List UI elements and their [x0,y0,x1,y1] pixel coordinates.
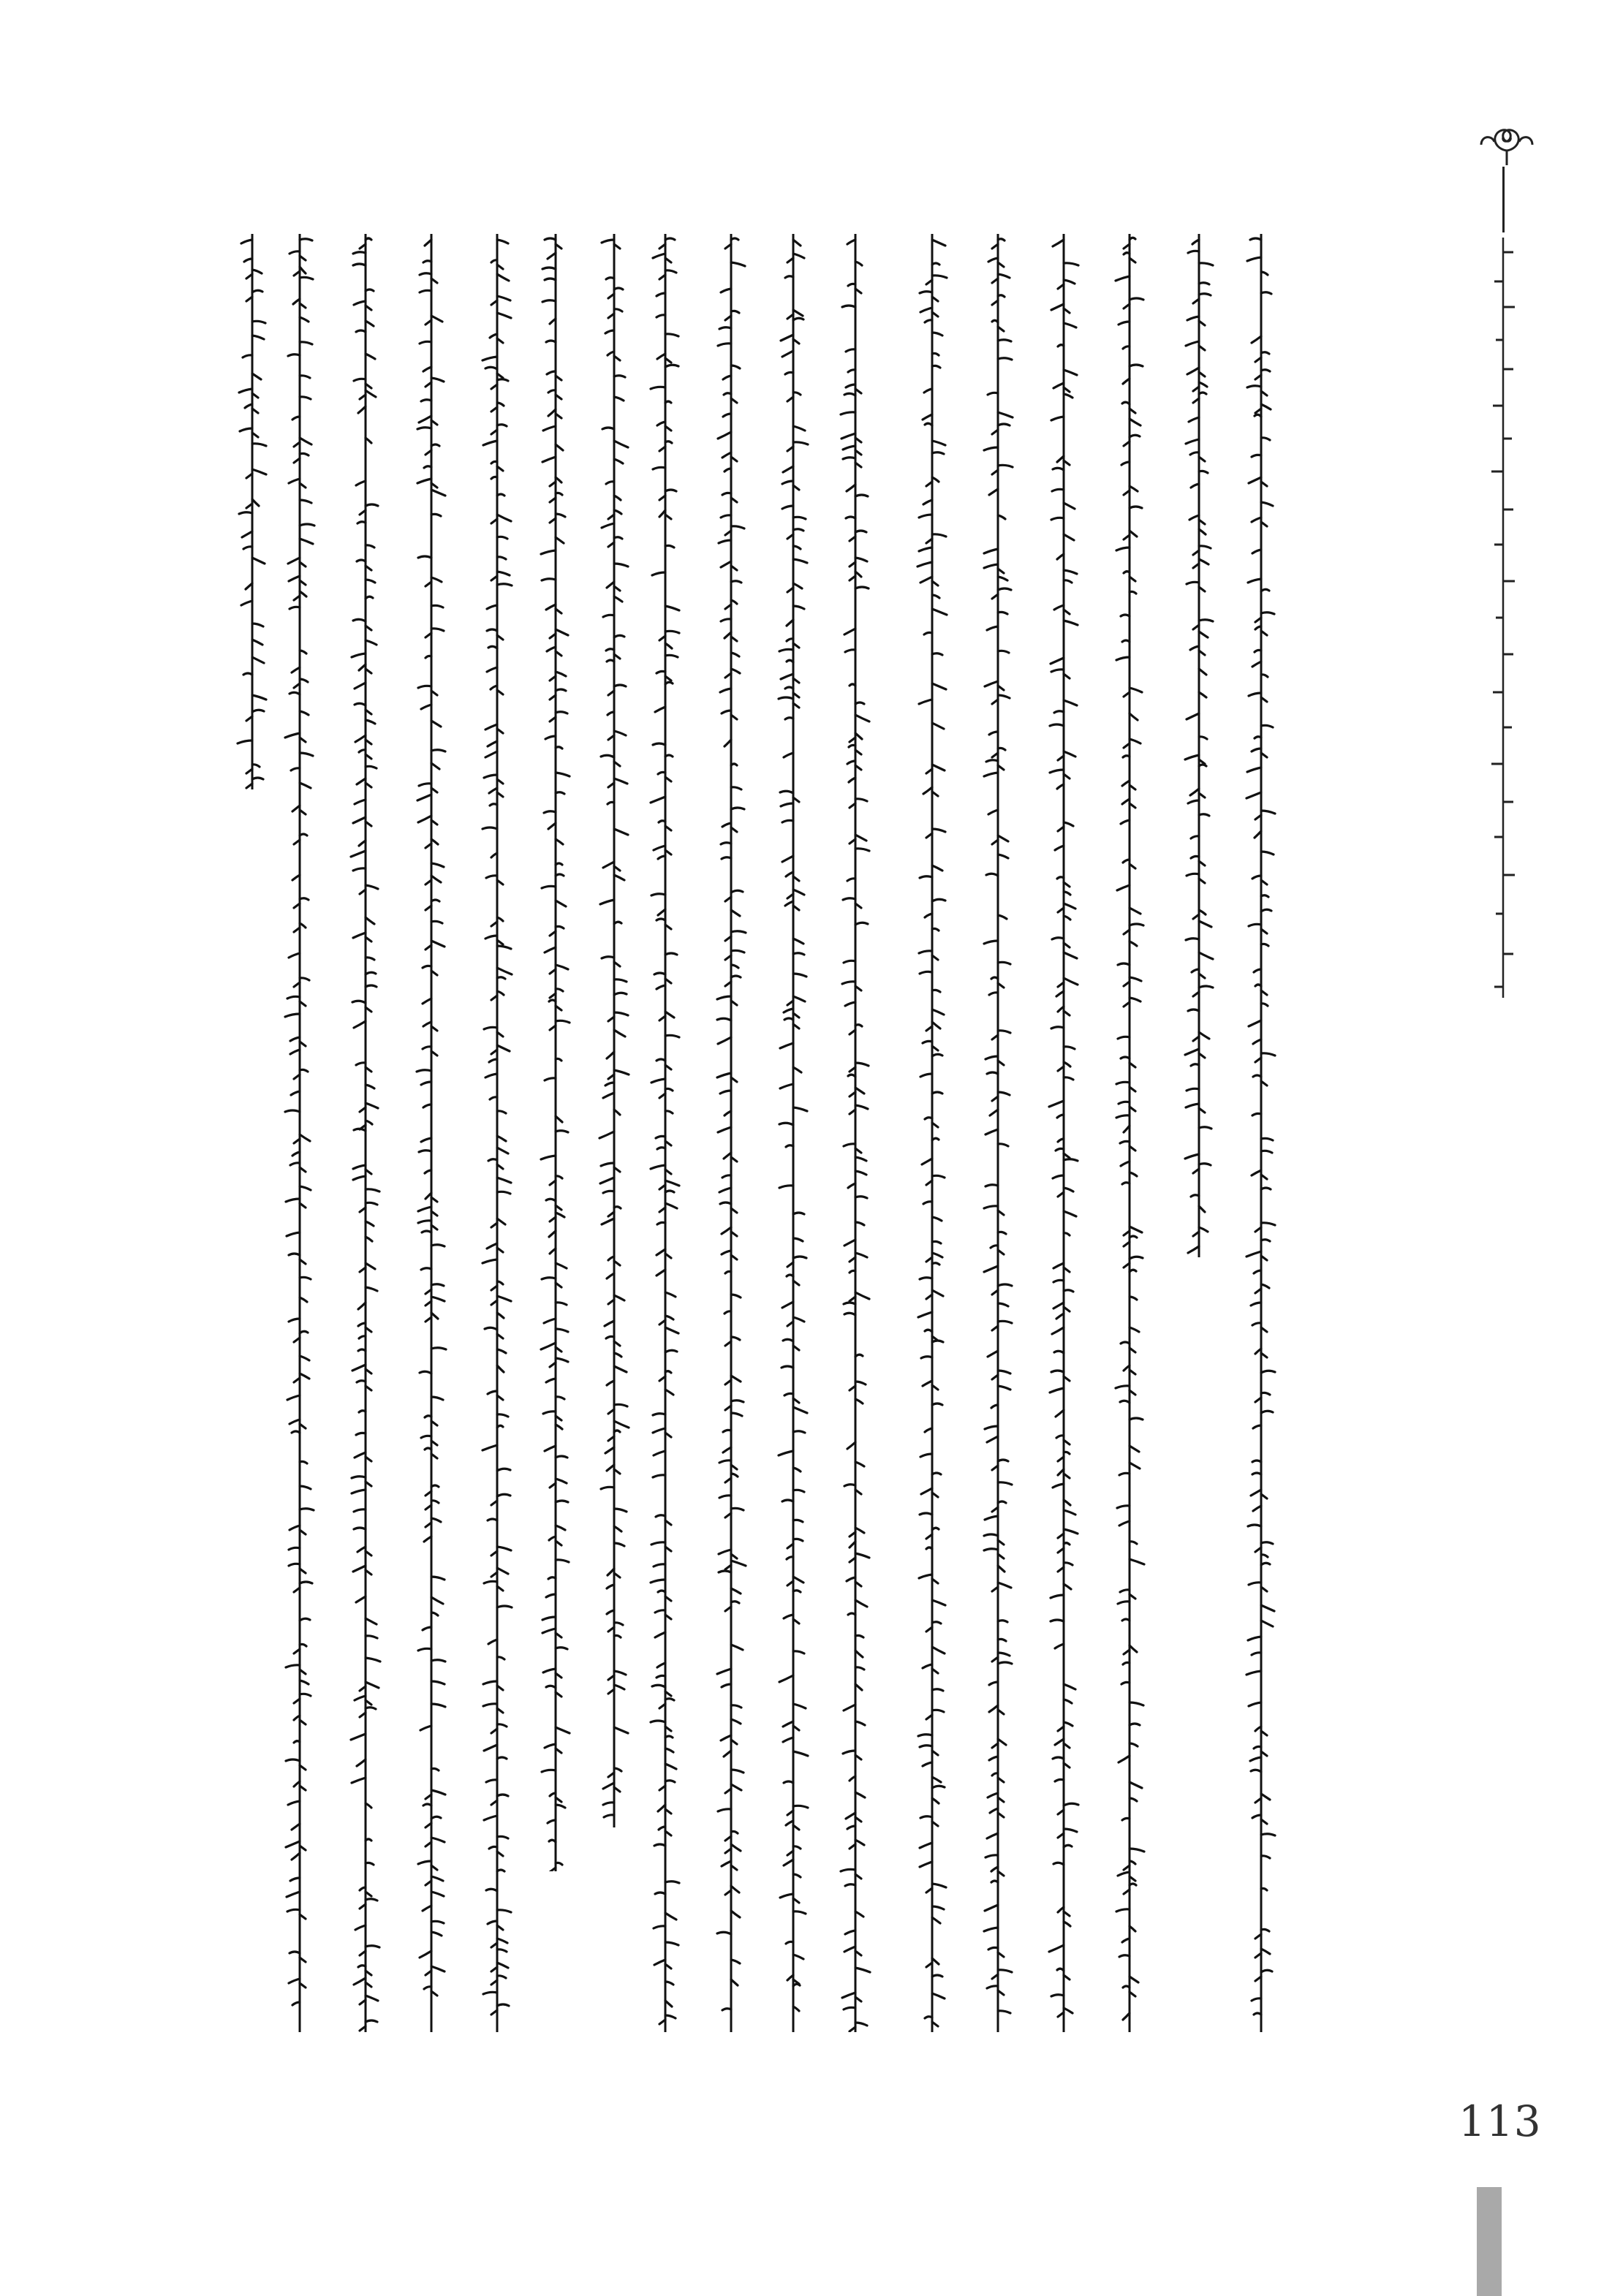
text-column-3 [1111,234,1149,2032]
text-column-14 [412,234,450,2032]
scroll-ornament-icon [1475,123,1538,167]
text-column-17 [233,234,271,789]
header-rule [1502,167,1505,232]
running-header [1486,238,1521,998]
text-column-16 [281,234,319,2032]
text-column-8 [774,234,812,2032]
text-column-15 [347,234,385,2032]
text-column-12 [537,234,575,1871]
side-tab [1477,2187,1502,2296]
text-column-13 [478,234,516,2032]
text-column-10 [646,234,684,2032]
text-column-4 [1045,234,1083,2032]
text-column-9 [712,234,750,2032]
text-column-11 [595,234,633,1827]
text-column-1 [1242,234,1280,2032]
text-column-6 [913,234,951,2032]
page-number: 113 [1459,2096,1542,2146]
text-column-7 [836,234,874,2032]
text-column-2 [1180,234,1218,1257]
text-column-5 [979,234,1017,2032]
